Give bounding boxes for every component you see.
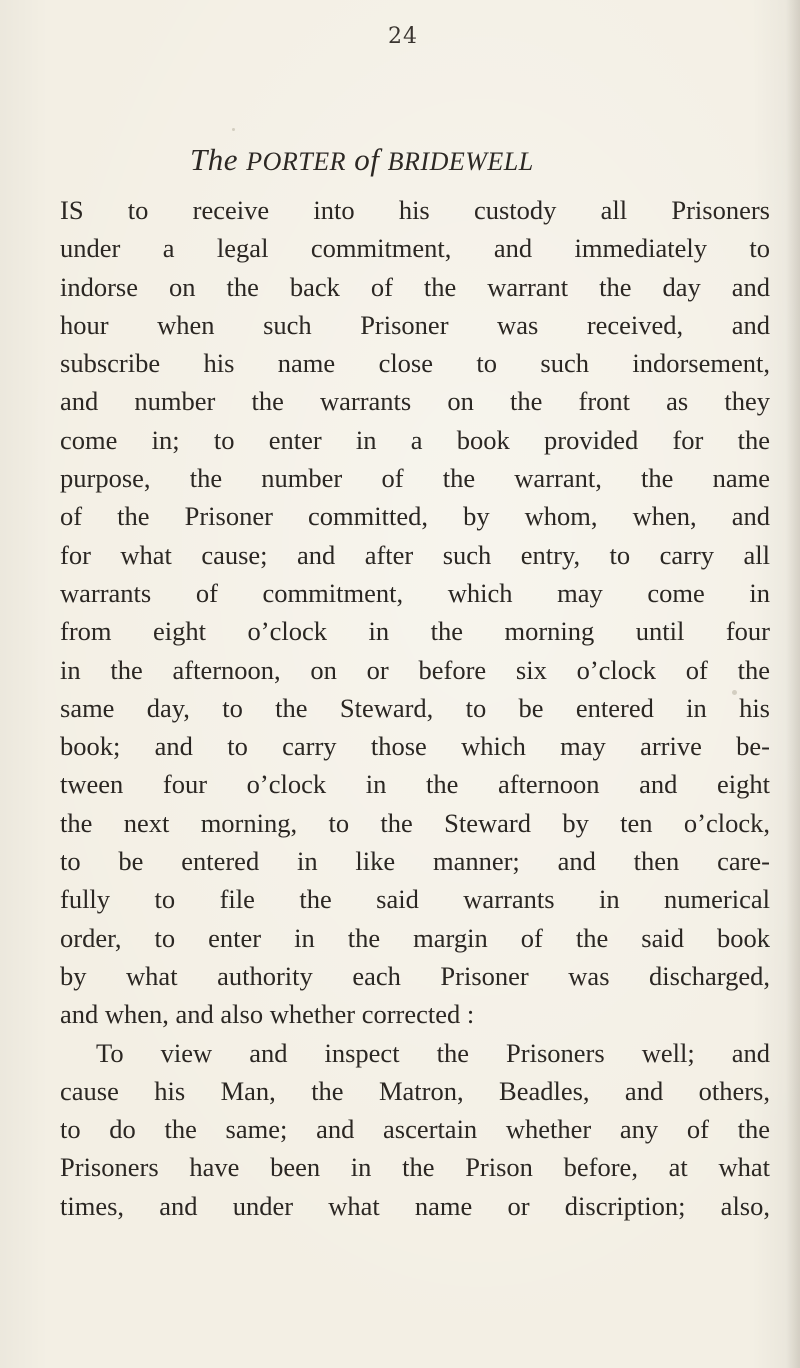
page-heading xyxy=(190,142,650,178)
page-number: 24 xyxy=(388,24,418,49)
heading-the: The xyxy=(190,142,247,177)
text-line-5: subscribe his name close to such indorsement, xyxy=(60,348,770,379)
text-line-18: to be entered in like manner; and then care- xyxy=(60,846,770,877)
text-line-2: under a legal commitment, and immediately to xyxy=(60,233,770,264)
text-line-14: same day, to the Steward, to be entered in his xyxy=(60,692,770,723)
text-line-19: fully to file the said warrants in numerical xyxy=(60,884,770,915)
text-line-9: of the Prisoner committed, by whom, when, and xyxy=(60,501,770,532)
body-text xyxy=(60,191,770,1225)
text-line-7: come in; to enter in a book provided for the xyxy=(60,424,770,455)
paper-speck xyxy=(232,128,235,131)
page-edge-shadow xyxy=(786,0,800,1368)
text-line-24: cause his Man, the Matron, Beadles, and others, xyxy=(60,1075,770,1106)
text-line-3: indorse on the back of the warrant the day and xyxy=(60,271,770,302)
text-line-4: hour when such Prisoner was received, and xyxy=(60,309,770,340)
text-line-17: the next morning, to the Steward by ten o’clock, xyxy=(60,807,770,838)
text-line-16: tween four o’clock in the afternoon and eight xyxy=(60,769,770,800)
text-line-22: and when, and also whether corrected : xyxy=(60,999,475,1030)
text-line-21: by what authority each Prisoner was discharged, xyxy=(60,960,770,991)
text-line-13: in the afternoon, on or before six o’clock of the xyxy=(60,654,770,685)
text-line-6: and number the warrants on the front as they xyxy=(60,386,770,417)
text-line-15: book; and to carry those which may arrive be- xyxy=(60,731,770,762)
text-line-26: Prisoners have been in the Prison before, at what xyxy=(60,1152,770,1183)
text-line-1: IS to receive into his custody all Prisoners xyxy=(60,195,770,225)
paper-speck xyxy=(732,690,737,695)
text-line-27: times, and under what name or discription; also, xyxy=(60,1190,770,1221)
text-line-10: for what cause; and after such entry, to carry all xyxy=(60,539,770,570)
text-line-11: warrants of commitment, which may come in xyxy=(60,577,770,608)
text-line-23: To view and inspect the Prisoners well; and xyxy=(96,1037,770,1068)
text-line-12: from eight o’clock in the morning until four xyxy=(60,616,770,647)
text-line-25: to do the same; and ascertain whether any of the xyxy=(60,1114,770,1145)
heading-of: of xyxy=(346,142,388,177)
heading-title: PORTER xyxy=(246,147,347,176)
text-line-20: order, to enter in the margin of the said book xyxy=(60,922,770,953)
text-line-8: purpose, the number of the warrant, the name xyxy=(60,463,770,494)
heading-place: BRIDEWELL xyxy=(387,147,534,176)
